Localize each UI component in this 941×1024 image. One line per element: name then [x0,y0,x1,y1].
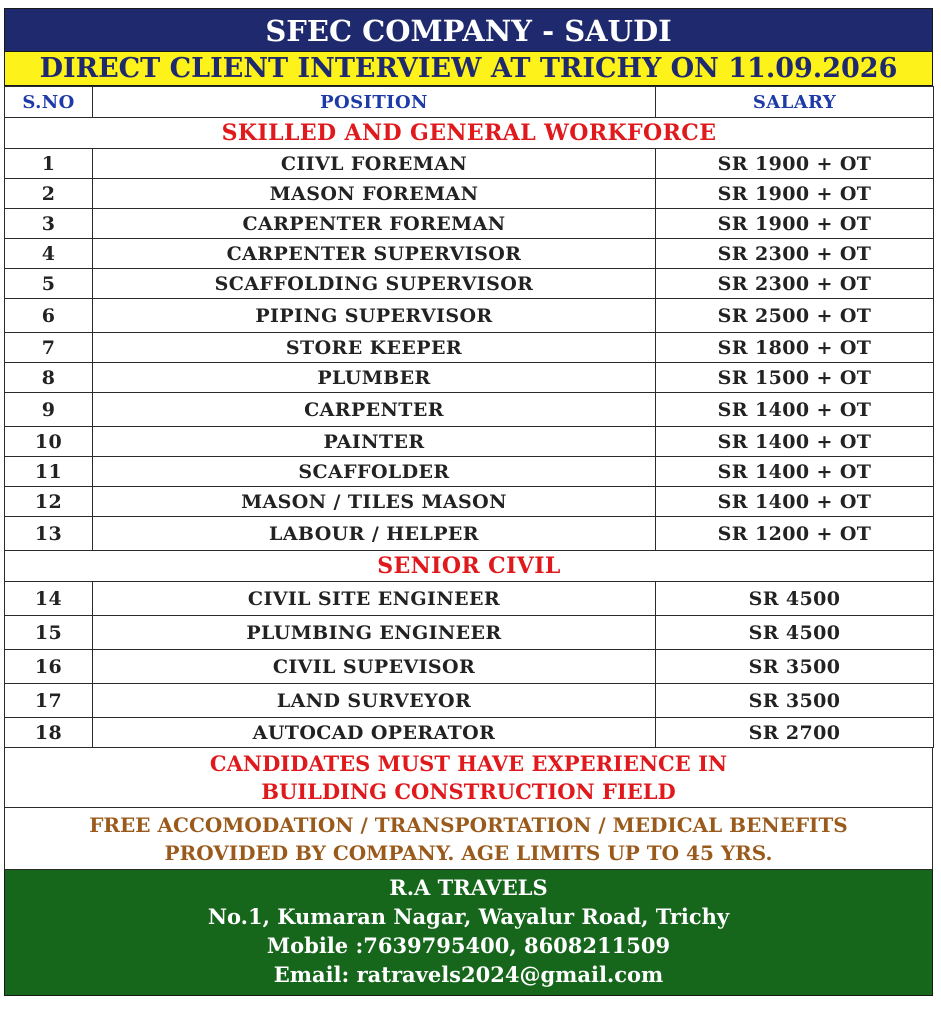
experience-requirement [4,748,933,808]
salary-cell: SR 2700 [656,718,934,748]
salary-cell: SR 3500 [656,684,934,718]
position-cell: STORE KEEPER [93,333,656,363]
table-row [5,269,934,299]
salary-cell: SR 1500 + OT [656,363,934,393]
position-cell: PLUMBER [93,363,656,393]
serial-number-cell: 12 [5,487,93,517]
serial-number-cell: 2 [5,179,93,209]
serial-number-cell: 3 [5,209,93,239]
table-row [5,684,934,718]
table-row [5,718,934,748]
experience-line-2: BUILDING CONSTRUCTION FIELD [261,779,676,804]
salary-cell: SR 2300 + OT [656,269,934,299]
salary-cell: SR 1400 + OT [656,427,934,457]
section-title: SENIOR CIVIL [5,551,934,582]
position-cell: CIIVL FOREMAN [93,149,656,179]
section-header-row [5,551,934,582]
position-cell: AUTOCAD OPERATOR [93,718,656,748]
position-cell: CIVIL SITE ENGINEER [93,582,656,616]
serial-number-cell: 15 [5,616,93,650]
salary-cell: SR 4500 [656,582,934,616]
position-cell: MASON FOREMAN [93,179,656,209]
table-row [5,582,934,616]
salary-cell: SR 1400 + OT [656,487,934,517]
salary-cell: SR 2500 + OT [656,299,934,333]
experience-line-1: CANDIDATES MUST HAVE EXPERIENCE IN [209,751,728,776]
salary-cell: SR 1400 + OT [656,457,934,487]
position-cell: CARPENTER [93,393,656,427]
position-cell: PAINTER [93,427,656,457]
position-cell: PLUMBING ENGINEER [93,616,656,650]
position-cell: LAND SURVEYOR [93,684,656,718]
serial-number-cell: 5 [5,269,93,299]
serial-number-cell: 16 [5,650,93,684]
serial-number-cell: 11 [5,457,93,487]
serial-number-cell: 6 [5,299,93,333]
table-row [5,209,934,239]
serial-number-cell: 9 [5,393,93,427]
table-header-row [5,87,934,118]
table-row [5,149,934,179]
column-header-position: POSITION [93,87,656,118]
table-row [5,179,934,209]
table-row [5,650,934,684]
contact-footer [4,870,933,996]
table-row [5,616,934,650]
interview-announcement: DIRECT CLIENT INTERVIEW AT TRICHY ON 11.09.2026 [4,52,933,86]
table-row [5,487,934,517]
position-cell: SCAFFOLDER [93,457,656,487]
salary-cell: SR 3500 [656,650,934,684]
salary-cell: SR 1900 + OT [656,209,934,239]
serial-number-cell: 10 [5,427,93,457]
agency-address: No.1, Kumaran Nagar, Wayalur Road, Trichy [207,904,730,929]
agency-mobile: Mobile :7639795400, 8608211509 [266,933,671,958]
serial-number-cell: 18 [5,718,93,748]
position-cell: PIPING SUPERVISOR [93,299,656,333]
table-row [5,457,934,487]
salary-cell: SR 4500 [656,616,934,650]
salary-cell: SR 1900 + OT [656,179,934,209]
serial-number-cell: 4 [5,239,93,269]
table-row [5,239,934,269]
serial-number-cell: 8 [5,363,93,393]
benefits-note [4,808,933,870]
position-cell: LABOUR / HELPER [93,517,656,551]
agency-email: Email: ratravels2024@gmail.com [273,962,664,987]
benefits-line-2: PROVIDED BY COMPANY. AGE LIMITS UP TO 45 YRS. [164,841,773,865]
vacancy-table [4,86,934,748]
salary-cell: SR 2300 + OT [656,239,934,269]
table-row [5,299,934,333]
column-header-salary: SALARY [656,87,934,118]
section-header-row [5,118,934,149]
salary-cell: SR 1800 + OT [656,333,934,363]
serial-number-cell: 13 [5,517,93,551]
serial-number-cell: 7 [5,333,93,363]
table-row [5,333,934,363]
serial-number-cell: 14 [5,582,93,616]
serial-number-cell: 1 [5,149,93,179]
column-header-sno: S.NO [5,87,93,118]
table-row [5,393,934,427]
salary-cell: SR 1200 + OT [656,517,934,551]
salary-cell: SR 1400 + OT [656,393,934,427]
benefits-line-1: FREE ACCOMODATION / TRANSPORTATION / MEDICAL BENEFITS [89,813,848,837]
table-row [5,363,934,393]
salary-cell: SR 1900 + OT [656,149,934,179]
position-cell: SCAFFOLDING SUPERVISOR [93,269,656,299]
agency-name: R.A TRAVELS [389,875,548,900]
position-cell: CARPENTER SUPERVISOR [93,239,656,269]
table-row [5,427,934,457]
serial-number-cell: 17 [5,684,93,718]
company-title: SFEC COMPANY - SAUDI [4,8,933,52]
position-cell: CARPENTER FOREMAN [93,209,656,239]
position-cell: CIVIL SUPEVISOR [93,650,656,684]
position-cell: MASON / TILES MASON [93,487,656,517]
table-row [5,517,934,551]
job-flyer [4,8,933,996]
section-title: SKILLED AND GENERAL WORKFORCE [5,118,934,149]
